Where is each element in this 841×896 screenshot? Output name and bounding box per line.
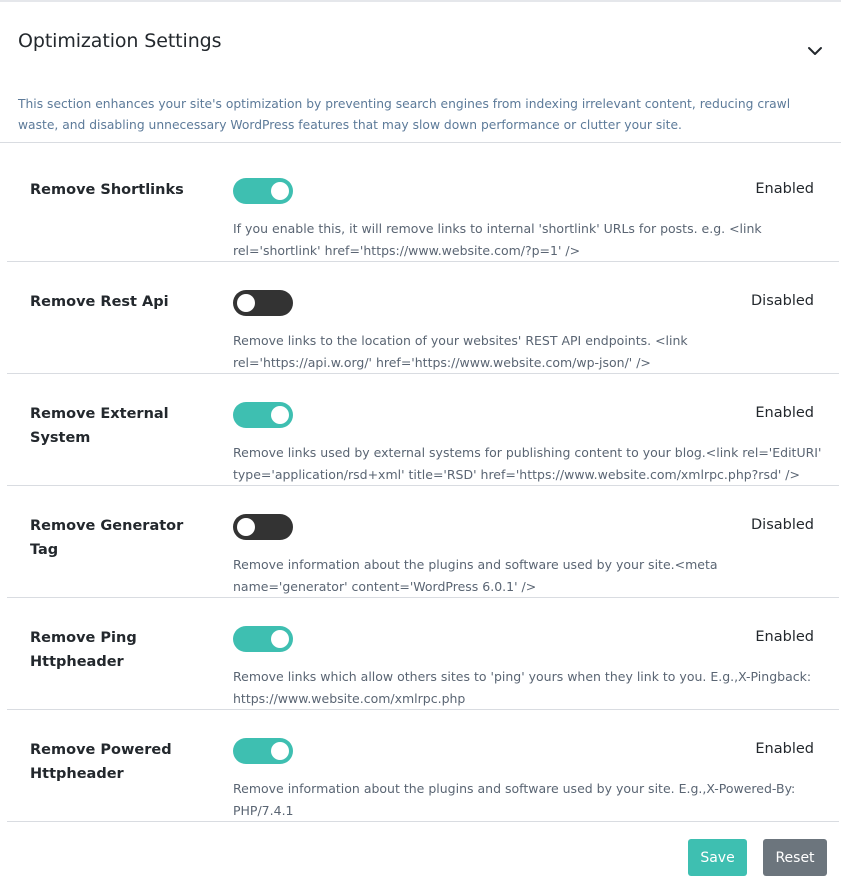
setting-label: Remove Ping Httpheader <box>30 630 137 670</box>
status-text: Disabled <box>751 293 814 309</box>
toggle-switch[interactable] <box>233 178 293 204</box>
section-description: This section enhances your site's optimization by preventing search engines from indexing irrelevant content, reducing crawl waste, and disabling unnecessary WordPress features that may slow down performance or clutter your site. <box>18 97 791 132</box>
setting-help-text: Remove information about the plugins and software used by your site.<meta name='generator' content='WordPress 6.0.1' /> <box>233 557 718 594</box>
setting-label: Remove External System <box>30 406 169 446</box>
chevron-down-icon[interactable] <box>804 40 826 62</box>
toggle-switch[interactable] <box>233 514 293 540</box>
setting-help-text: If you enable this, it will remove links to internal 'shortlink' URLs for posts. e.g. <link rel='shortlink' href='https://www.website.com/?p=1' /> <box>233 221 762 258</box>
status-text: Enabled <box>755 741 814 757</box>
toggle-knob <box>271 630 289 648</box>
toggle-knob <box>237 294 255 312</box>
toggle-knob <box>271 182 289 200</box>
setting-row-remove-generator-tag <box>7 486 839 598</box>
toggle-knob <box>271 406 289 424</box>
setting-help-text: Remove links used by external systems for publishing content to your blog.<link rel='EditURI' type='application/rsd+xml' title='RSD' href='https://www.website.com/xmlrpc.php?rsd' /> <box>233 445 822 482</box>
setting-row-remove-shortlinks <box>7 150 839 262</box>
setting-row-remove-external-system <box>7 374 839 486</box>
status-text: Disabled <box>751 517 814 533</box>
setting-label: Remove Generator Tag <box>30 518 184 558</box>
toggle-switch[interactable] <box>233 626 293 652</box>
section-title: Optimization Settings <box>18 30 222 52</box>
setting-help-text: Remove links to the location of your websites' REST API endpoints. <link rel='https://api.w.org/' href='https://www.website.com/wp-json/' /> <box>233 333 688 370</box>
setting-label: Remove Shortlinks <box>30 182 184 198</box>
header-divider <box>0 142 841 143</box>
save-button[interactable]: Save <box>688 839 747 876</box>
setting-help-text: Remove information about the plugins and software used by your site. E.g.,X-Powered-By: PHP/7.4.1 <box>233 781 796 818</box>
chevron-down-icon-svg <box>807 46 823 56</box>
setting-row-remove-powered-httpheader <box>7 710 839 822</box>
reset-button[interactable]: Reset <box>763 839 827 876</box>
status-text: Enabled <box>755 181 814 197</box>
toggle-switch[interactable] <box>233 402 293 428</box>
toggle-knob <box>237 518 255 536</box>
toggle-switch[interactable] <box>233 738 293 764</box>
row-divider <box>7 821 839 822</box>
toggle-switch[interactable] <box>233 290 293 316</box>
setting-row-remove-ping-httpheader <box>7 598 839 710</box>
status-text: Enabled <box>755 629 814 645</box>
setting-label: Remove Rest Api <box>30 294 169 310</box>
status-text: Enabled <box>755 405 814 421</box>
setting-row-remove-rest-api <box>7 262 839 374</box>
section-header <box>0 2 841 142</box>
setting-help-text: Remove links which allow others sites to 'ping' yours when they link to you. E.g.,X-Pingback: https://www.website.com/xmlrpc.php <box>233 669 812 706</box>
toggle-knob <box>271 742 289 760</box>
setting-label: Remove Powered Httpheader <box>30 742 172 782</box>
